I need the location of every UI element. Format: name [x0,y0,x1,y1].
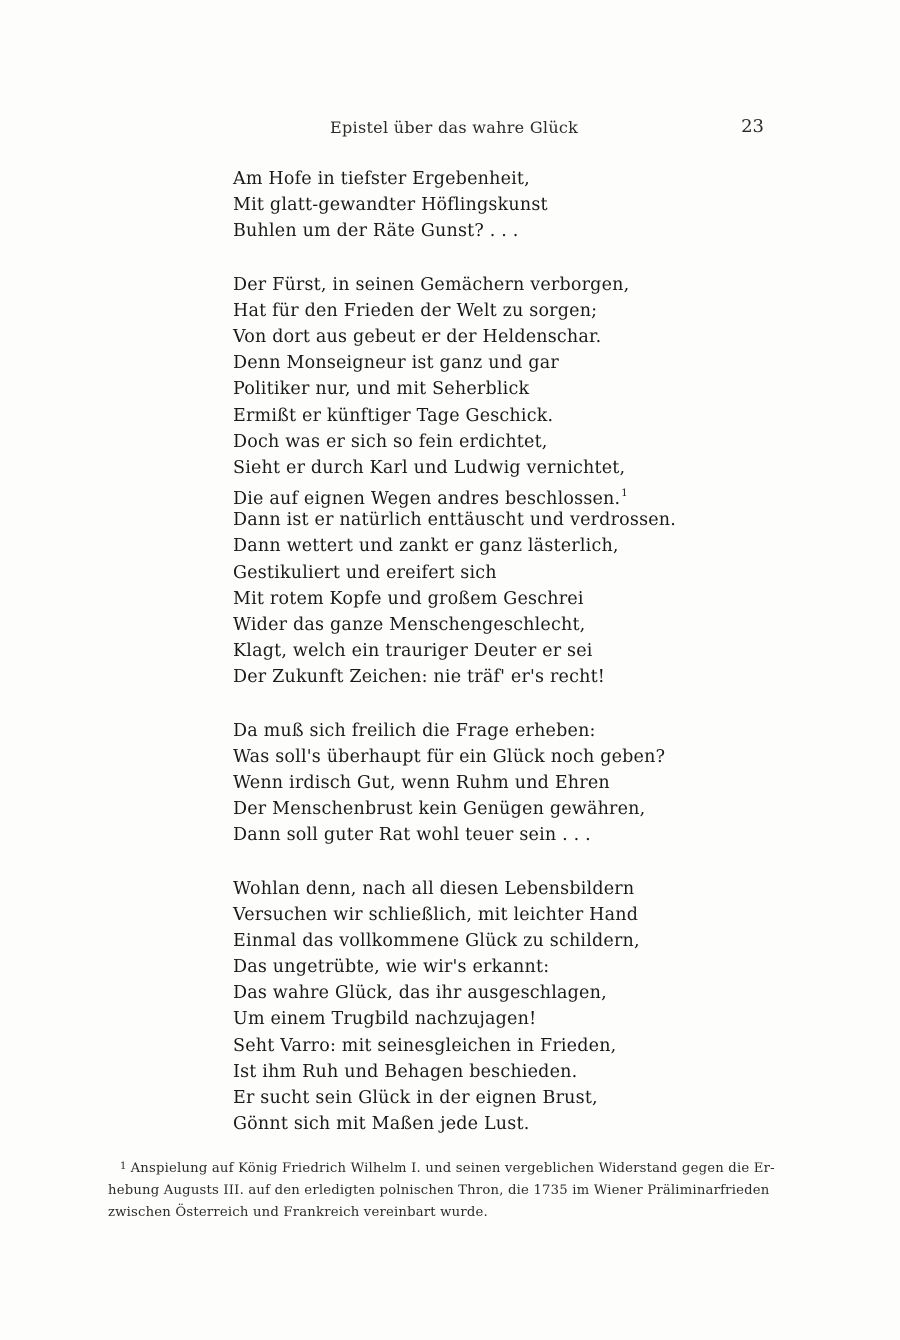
verse-line: Am Hofe in tiefster Ergebenheit, [233,169,530,189]
footnote-line: hebung Augusts III. auf den erledigten polnischen Thron, die 1735 im Wiener Präliminarfrieden [108,1183,770,1198]
verse-line: Der Menschenbrust kein Genügen gewähren, [233,799,646,820]
verse-line: Seht Varro: mit seinesgleichen in Frieden, [233,1035,617,1056]
verse-line: Dann wettert und zankt er ganz lästerlich, [233,536,619,557]
verse-line: Klagt, welch ein trauriger Deuter er sei [233,641,593,662]
verse-line: Was soll's überhaupt für ein Glück noch geben? [233,746,666,767]
stanza [233,166,793,245]
verse-line: Buhlen um der Räte Gunst? . . . [233,221,519,242]
verse-line: Da muß sich freilich die Frage erheben: [233,720,596,741]
stanza [233,272,793,691]
verse-line: Um einem Trugbild nachzujagen! [233,1009,537,1030]
footnote-reference[interactable]: 1 [621,488,628,500]
verse-line: Dann ist er natürlich enttäuscht und verdrossen. [233,510,677,531]
verse-line: Das wahre Glück, das ihr ausgeschlagen, [233,983,607,1004]
verse-line: Wohlan denn, nach all diesen Lebensbildern [233,878,635,899]
verse-line: Denn Monseigneur ist ganz und gar [233,353,559,374]
verse-line: Sieht er durch Karl und Ludwig vernichtet, [233,457,626,478]
running-head [0,118,900,142]
poem [233,166,793,1137]
verse-line-text: Die auf eignen Wegen andres beschlossen. [233,489,621,510]
verse-line: Dann soll guter Rat wohl teuer sein . . . [233,825,591,846]
verse-line: Er sucht sein Glück in der eignen Brust, [233,1088,598,1108]
running-title: Epistel über das wahre Glück [330,118,579,137]
verse-line: Versuchen wir schließlich, mit leichter Hand [233,904,639,925]
verse-line: Das ungetrübte, wie wir's erkannt: [233,957,550,978]
verse-line: Ist ihm Ruh und Behagen beschieden. [233,1061,578,1082]
verse-line: Ermißt er künftiger Tage Geschick. [233,405,554,426]
stanza [233,876,793,1138]
verse-line-with-footnote [233,481,793,510]
verse-line: Der Zukunft Zeichen: nie träf' er's recht! [233,667,606,688]
verse-line: Politiker nur, und mit Seherblick [233,379,530,400]
page-number: 23 [741,116,764,137]
verse-line: Einmal das vollkommene Glück zu schildern, [233,930,640,951]
footnote-marker: 1 [120,1161,127,1172]
verse-line: Wenn irdisch Gut, wenn Ruhm und Ehren [233,772,610,793]
verse-line: Mit rotem Kopfe und großem Geschrei [233,588,584,609]
verse-line: Von dort aus gebeut er der Heldenschar. [233,326,602,347]
footnote-line: zwischen Österreich und Frankreich vereinbart wurde. [108,1205,488,1220]
verse-line: Mit glatt-gewandter Höflingskunst [233,195,548,216]
footnote-text: Anspielung auf König Friedrich Wilhelm I. und seinen vergeblichen Widerstand gegen die Er- [130,1161,775,1176]
verse-line: Gönnt sich mit Maßen jede Lust. [233,1114,530,1135]
verse-line: Hat für den Frieden der Welt zu sorgen; [233,300,598,321]
stanza [233,718,793,849]
verse-line: Doch was er sich so fein erdichtet, [233,431,548,452]
verse-line: Gestikuliert und ereifert sich [233,562,497,583]
footnote-line [108,1156,788,1180]
verse-line: Der Fürst, in seinen Gemächern verborgen, [233,274,630,295]
footnote [108,1156,788,1224]
verse-line: Wider das ganze Menschengeschlecht, [233,615,586,635]
